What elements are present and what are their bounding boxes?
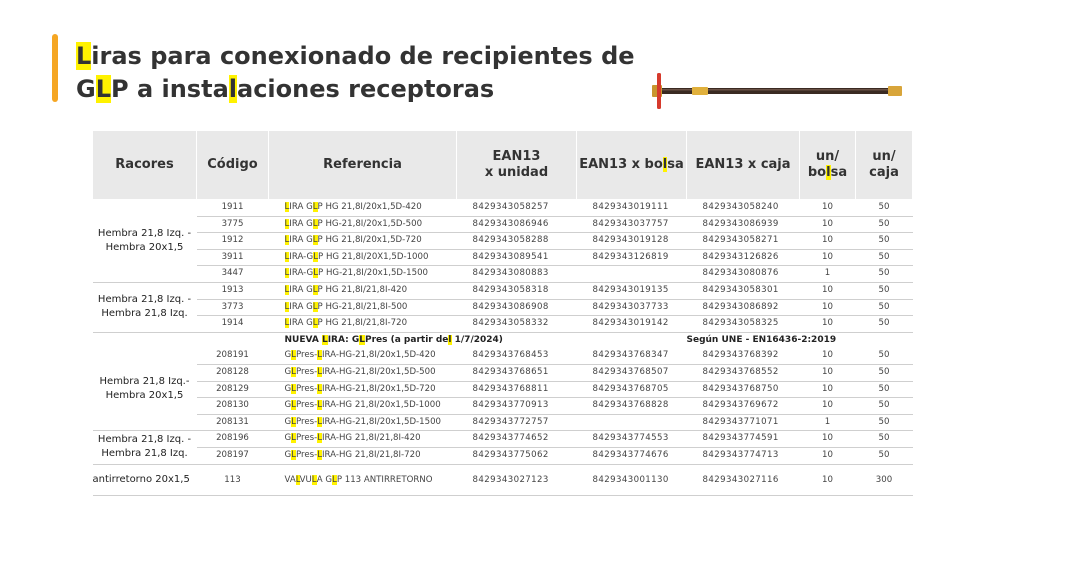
un-bolsa-cell: 10	[800, 233, 856, 250]
ean-unidad-cell: 8429343768651	[457, 364, 577, 381]
referencia-cell: LIRA GLP HG-21,8I/21,8I-500	[269, 299, 457, 316]
racores-group-4: Hembra 21,8 Izq. - Hembra 21,8 Izq.	[93, 431, 197, 464]
ean-bolsa-cell: 8429343768705	[577, 381, 687, 398]
referencia-cell: GLPres-LIRA-HG-21,8I/20x1,5D-500	[269, 364, 457, 381]
un-bolsa-cell: 10	[800, 282, 856, 299]
ean-bolsa-cell: 8429343126819	[577, 249, 687, 266]
un-caja-cell: 50	[856, 381, 913, 398]
ean-unidad-cell: 8429343770913	[457, 398, 577, 415]
un-caja-cell: 50	[856, 266, 913, 283]
table-row	[93, 431, 913, 448]
empty-cell	[93, 332, 197, 348]
ean-unidad-cell: 8429343089541	[457, 249, 577, 266]
un-caja-cell: 50	[856, 316, 913, 333]
referencia-cell: VALVULA GLP 113 ANTIRRETORNO	[269, 464, 457, 495]
referencia-cell: LIRA GLP HG-21,8I/20x1,5D-500	[269, 216, 457, 233]
table-row	[93, 299, 913, 316]
header-ean-unidad-line2: x unidad	[484, 165, 549, 180]
header-referencia: Referencia	[269, 131, 457, 200]
ean-bolsa-cell: 8429343768828	[577, 398, 687, 415]
codigo-cell: 208131	[197, 414, 269, 431]
ean-bolsa-cell: 8429343037757	[577, 216, 687, 233]
header-un-bolsa-line2: bolsa	[807, 165, 848, 180]
codigo-cell: 208197	[197, 447, 269, 464]
referencia-cell: LIRA GLP HG 21,8I/21,8I-720	[269, 316, 457, 333]
ean-caja-cell: 8429343080876	[687, 266, 800, 283]
un-bolsa-cell: 10	[800, 447, 856, 464]
ean-bolsa-cell: 8429343774676	[577, 447, 687, 464]
racores-group-1: Hembra 21,8 Izq. - Hembra 20x1,5	[93, 200, 197, 283]
un-caja-cell: 50	[856, 299, 913, 316]
codigo-cell: 1912	[197, 233, 269, 250]
un-caja-cell: 50	[856, 398, 913, 415]
un-caja-cell: 50	[856, 249, 913, 266]
ean-unidad-cell: 8429343058332	[457, 316, 577, 333]
codigo-cell: 1914	[197, 316, 269, 333]
un-bolsa-cell: 1	[800, 266, 856, 283]
ean-bolsa-cell: 8429343768507	[577, 364, 687, 381]
header-un-bolsa	[800, 131, 856, 200]
ean-caja-cell: 8429343771071	[687, 414, 800, 431]
un-bolsa-cell: 10	[800, 200, 856, 217]
codigo-cell: 208128	[197, 364, 269, 381]
codigo-cell: 3911	[197, 249, 269, 266]
un-caja-cell: 300	[856, 464, 913, 495]
codigo-cell: 1913	[197, 282, 269, 299]
un-caja-cell: 50	[856, 364, 913, 381]
un-bolsa-cell: 10	[800, 249, 856, 266]
table-row	[93, 266, 913, 283]
un-bolsa-cell: 10	[800, 398, 856, 415]
hose-image	[640, 55, 910, 125]
codigo-cell: 3775	[197, 216, 269, 233]
un-bolsa-cell: 10	[800, 431, 856, 448]
un-bolsa-cell: 10	[800, 216, 856, 233]
codigo-cell: 208191	[197, 348, 269, 364]
codigo-cell: 208129	[197, 381, 269, 398]
ean-bolsa-cell: 8429343019142	[577, 316, 687, 333]
un-bolsa-cell: 10	[800, 299, 856, 316]
ean-bolsa-cell: 8429343001130	[577, 464, 687, 495]
table-row	[93, 364, 913, 381]
referencia-cell: GLPres-LIRA-HG 21,8I/21,8I-720	[269, 447, 457, 464]
ean-caja-cell: 8429343058271	[687, 233, 800, 250]
ean-unidad-cell: 8429343086946	[457, 216, 577, 233]
ean-bolsa-cell: 8429343037733	[577, 299, 687, 316]
ean-bolsa-cell: 8429343768347	[577, 348, 687, 364]
table-row	[93, 200, 913, 217]
ean-caja-cell: 8429343769672	[687, 398, 800, 415]
referencia-cell: GLPres-LIRA-HG-21,8I/20x1,5D-720	[269, 381, 457, 398]
un-caja-cell: 50	[856, 200, 913, 217]
ean-caja-cell: 8429343774713	[687, 447, 800, 464]
referencia-cell: GLPres-LIRA-HG-21,8I/20x1,5D-1500	[269, 414, 457, 431]
ean-bolsa-cell: 8429343019128	[577, 233, 687, 250]
un-caja-cell: 50	[856, 348, 913, 364]
referencia-cell: LIRA-GLP HG-21,8I/20x1,5D-1500	[269, 266, 457, 283]
table-row	[93, 282, 913, 299]
un-bolsa-cell: 10	[800, 464, 856, 495]
table-row	[93, 348, 913, 364]
header-un-caja-line2: caja	[869, 165, 899, 180]
codigo-cell: 208196	[197, 431, 269, 448]
ean-caja-cell: 8429343126826	[687, 249, 800, 266]
racores-group-2: Hembra 21,8 Izq. - Hembra 21,8 Izq.	[93, 282, 197, 332]
ean-unidad-cell: 8429343768453	[457, 348, 577, 364]
header-un-caja	[856, 131, 913, 200]
title-line-2: GLP a instalaciones receptoras	[76, 75, 495, 103]
un-caja-cell: 50	[856, 216, 913, 233]
table-row	[93, 316, 913, 333]
un-bolsa-cell: 1	[800, 414, 856, 431]
header-un-bolsa-line1: un/	[815, 149, 840, 164]
nueva-lira-row	[93, 332, 913, 348]
header-ean-caja: EAN13 x caja	[687, 131, 800, 200]
ean-caja-cell: 8429343086892	[687, 299, 800, 316]
ean-bolsa-cell: 8429343019111	[577, 200, 687, 217]
header-racores: Racores	[93, 131, 197, 200]
codigo-cell: 1911	[197, 200, 269, 217]
title-accent-bar	[52, 34, 58, 102]
referencia-cell: LIRA GLP HG 21,8I/20x1,5D-720	[269, 233, 457, 250]
racores-group-5: antirretorno 20x1,5	[93, 464, 197, 495]
ean-caja-cell: 8429343058301	[687, 282, 800, 299]
ean-unidad-cell: 8429343772757	[457, 414, 577, 431]
un-caja-cell: 50	[856, 414, 913, 431]
header-un-caja-line1: un/	[872, 149, 896, 164]
ean-unidad-cell: 8429343775062	[457, 447, 577, 464]
product-table	[92, 130, 913, 496]
ean-caja-cell: 8429343058325	[687, 316, 800, 333]
ean-unidad-cell: 8429343058288	[457, 233, 577, 250]
ean-bolsa-cell: 8429343774553	[577, 431, 687, 448]
header-ean-unidad-line1: EAN13	[492, 149, 541, 164]
ean-bolsa-cell: 8429343019135	[577, 282, 687, 299]
ean-unidad-cell: 8429343086908	[457, 299, 577, 316]
racores-group-3: Hembra 21,8 Izq.- Hembra 20x1,5	[93, 348, 197, 430]
table-row	[93, 414, 913, 431]
un-caja-cell: 50	[856, 233, 913, 250]
title-line-1: Liras para conexionado de recipientes de	[76, 42, 635, 70]
referencia-cell: GLPres-LIRA-HG-21,8I/20x1,5D-420	[269, 348, 457, 364]
ean-bolsa-cell	[577, 266, 687, 283]
header-ean-bolsa: EAN13 x bolsa	[577, 131, 687, 200]
table-row	[93, 249, 913, 266]
ean-unidad-cell: 8429343027123	[457, 464, 577, 495]
un-bolsa-cell: 10	[800, 348, 856, 364]
empty-cell	[197, 332, 269, 348]
ean-caja-cell: 8429343768750	[687, 381, 800, 398]
table-row	[93, 447, 913, 464]
header-ean-unidad	[457, 131, 577, 200]
table-header-row	[93, 131, 913, 200]
ean-caja-cell: 8429343768552	[687, 364, 800, 381]
codigo-cell: 3773	[197, 299, 269, 316]
table-row	[93, 464, 913, 495]
ean-unidad-cell: 8429343058257	[457, 200, 577, 217]
ean-caja-cell: 8429343058240	[687, 200, 800, 217]
table-row	[93, 398, 913, 415]
ean-unidad-cell: 8429343080883	[457, 266, 577, 283]
un-bolsa-cell: 10	[800, 316, 856, 333]
codigo-cell: 3447	[197, 266, 269, 283]
ean-caja-cell: 8429343768392	[687, 348, 800, 364]
ean-caja-cell: 8429343774591	[687, 431, 800, 448]
ean-unidad-cell: 8429343058318	[457, 282, 577, 299]
ean-bolsa-cell	[577, 414, 687, 431]
un-caja-cell: 50	[856, 431, 913, 448]
un-caja-cell: 50	[856, 282, 913, 299]
nueva-lira-label: NUEVA LIRA: GLPres (a partir del 1/7/2024)	[284, 334, 503, 345]
referencia-cell: LIRA GLP HG 21,8I/21,8I-420	[269, 282, 457, 299]
un-caja-cell: 50	[856, 447, 913, 464]
referencia-cell: LIRA-GLP HG 21,8I/20X1,5D-1000	[269, 249, 457, 266]
referencia-cell: GLPres-LIRA-HG 21,8I/21,8I-420	[269, 431, 457, 448]
header-codigo: Código	[197, 131, 269, 200]
referencia-cell: LIRA GLP HG 21,8I/20x1,5D-420	[269, 200, 457, 217]
referencia-cell: GLPres-LIRA-HG 21,8I/20x1,5D-1000	[269, 398, 457, 415]
ean-unidad-cell: 8429343768811	[457, 381, 577, 398]
table-row	[93, 233, 913, 250]
codigo-cell: 208130	[197, 398, 269, 415]
codigo-cell: 113	[197, 464, 269, 495]
ean-caja-cell: 8429343086939	[687, 216, 800, 233]
page-title	[76, 40, 636, 106]
un-bolsa-cell: 10	[800, 381, 856, 398]
table-row	[93, 216, 913, 233]
ean-caja-cell: 8429343027116	[687, 464, 800, 495]
norma-label: Según UNE - EN16436-2:2019	[686, 334, 837, 345]
ean-unidad-cell: 8429343774652	[457, 431, 577, 448]
table-row	[93, 381, 913, 398]
un-bolsa-cell: 10	[800, 364, 856, 381]
